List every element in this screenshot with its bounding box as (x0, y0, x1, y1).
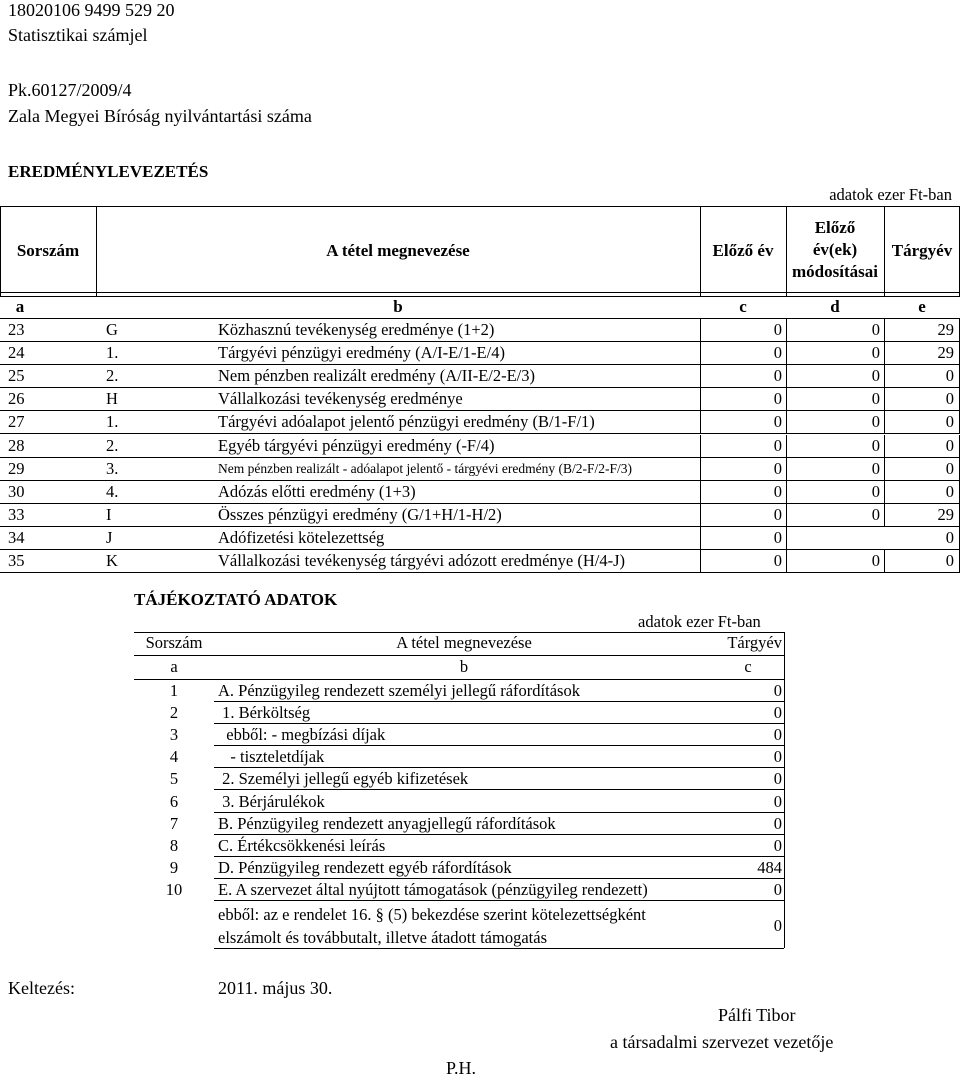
row-value-modositas: 0 (871, 435, 880, 455)
letter-e: e (918, 297, 926, 316)
info-letter-a: a (170, 657, 178, 676)
row-value-targyev: 0 (945, 366, 954, 386)
row-code: 3. (106, 458, 119, 478)
row-value-elozo-ev: 0 (773, 343, 782, 363)
row-value-elozo-ev: 0 (773, 481, 782, 501)
row-label: Közhasznú tevékenység eredménye (1+2) (218, 320, 495, 339)
info-column-targyev: Tárgyév (727, 633, 782, 652)
unit-label: adatok ezer Ft-ban (829, 185, 952, 204)
row-code: I (106, 504, 112, 524)
info-row-value: 0 (773, 681, 782, 700)
row-value-modositas: 0 (871, 551, 880, 570)
info-row-number: 2 (169, 703, 179, 723)
row-value-targyev: 0 (945, 412, 954, 432)
row-label: Vállalkozási tevékenység eredménye (218, 389, 463, 409)
info-last-value: 0 (773, 916, 782, 935)
row-code: K (106, 551, 118, 570)
info-row-label: E. A szervezet által nyújtott támogatások (pénzügyileg rendezett) (218, 879, 648, 899)
row-label: Tárgyévi adóalapot jelentő pénzügyi eredmény (B/1-F/1) (218, 412, 595, 432)
row-number: 28 (8, 435, 25, 455)
info-row-value: 0 (773, 879, 782, 899)
info-row-number: 6 (169, 791, 179, 811)
column-header-tetel: A tétel megnevezése (326, 241, 470, 260)
court-registration-number: Pk.60127/2009/4 (8, 80, 132, 100)
row-number: 25 (8, 366, 25, 386)
letter-c: c (739, 297, 747, 316)
row-number: 26 (8, 389, 25, 409)
info-row-label: - tiszteletdíjak (218, 747, 325, 767)
signer-name: Pálfi Tibor (718, 1005, 796, 1025)
row-value-targyev: 0 (945, 435, 954, 455)
info-letter-c: c (744, 657, 752, 676)
row-value-modositas: 0 (871, 458, 880, 478)
page-title: EREDMÉNYLEVEZETÉS (8, 162, 209, 181)
row-value-elozo-ev: 0 (773, 458, 782, 478)
info-row-value: 0 (773, 703, 782, 723)
row-value-targyev: 29 (937, 504, 954, 524)
row-code: 2. (106, 366, 119, 386)
info-row-value: 0 (773, 813, 782, 833)
row-label: Nem pénzben realizált - adóalapot jelentő - tárgyévi eredmény (B/2-F/2-F/3) (218, 460, 632, 476)
row-value-elozo-ev: 0 (773, 412, 782, 432)
info-row-label: C. Értékcsökkenési leírás (218, 835, 386, 855)
column-header-modositas-1: Előző (814, 218, 856, 237)
row-value-targyev: 29 (937, 343, 954, 363)
info-last-label-1: ebből: az e rendelet 16. § (5) bekezdése szerint kötelezettségként (218, 905, 646, 924)
column-header-elozo-ev: Előző év (712, 241, 774, 260)
row-label: Adófizetési kötelezettség (218, 527, 385, 547)
info-row-number: 10 (165, 879, 183, 899)
row-value-modositas: 0 (871, 320, 880, 339)
info-row-label: A. Pénzügyileg rendezett személyi jellegű ráfordítások (218, 681, 580, 700)
info-row-value: 0 (773, 725, 782, 745)
row-value-elozo-ev: 0 (773, 504, 782, 524)
row-value-modositas: 0 (871, 504, 880, 524)
row-label: Adózás előtti eredmény (1+3) (218, 481, 416, 501)
row-number: 35 (8, 551, 25, 570)
row-value-targyev: 0 (945, 551, 954, 570)
letter-b: b (393, 297, 403, 316)
column-header-modositas-2: év(ek) (812, 240, 858, 259)
row-value-targyev: 0 (945, 527, 954, 547)
info-row-label: D. Pénzügyileg rendezett egyéb ráfordítások (218, 857, 512, 877)
row-value-elozo-ev: 0 (773, 527, 782, 547)
signer-role: a társadalmi szervezet vezetője (610, 1032, 834, 1052)
row-value-modositas: 0 (871, 412, 880, 432)
info-row-label: 1. Bérköltség (218, 703, 311, 723)
info-row-number: 5 (169, 769, 179, 789)
row-value-modositas: 0 (871, 389, 880, 409)
date-label: Keltezés: (8, 978, 75, 998)
row-label: Tárgyévi pénzügyi eredmény (A/I-E/1-E/4) (218, 343, 505, 363)
row-number: 30 (8, 481, 25, 501)
row-value-targyev: 29 (937, 320, 954, 339)
column-header-modositas-3: módosításai (792, 262, 878, 281)
info-column-sorszam: Sorszám (145, 633, 203, 652)
row-value-elozo-ev: 0 (773, 389, 782, 409)
info-row-value: 0 (773, 769, 782, 789)
row-number: 34 (8, 527, 25, 547)
info-row-value: 0 (773, 747, 782, 767)
row-code: 2. (106, 435, 119, 455)
row-value-elozo-ev: 0 (773, 435, 782, 455)
info-row-number: 8 (169, 835, 179, 855)
row-label: Egyéb tárgyévi pénzügyi eredmény (-F/4) (218, 435, 495, 455)
row-code: J (106, 527, 113, 547)
row-code: G (106, 320, 118, 339)
row-value-modositas: 0 (871, 366, 880, 386)
row-number: 29 (8, 458, 25, 478)
row-code: 1. (106, 412, 119, 432)
row-label: Vállalkozási tevékenység tárgyévi adózott eredménye (H/4-J) (218, 551, 625, 570)
info-row-number: 1 (169, 681, 179, 700)
info-row-number: 4 (169, 747, 179, 767)
row-label: Nem pénzben realizált eredmény (A/II-E/2-E/3) (218, 366, 536, 386)
row-number: 27 (8, 412, 25, 432)
info-letter-b: b (459, 657, 469, 676)
statistical-number-label: Statisztikai számjel (8, 25, 148, 45)
info-unit-label: adatok ezer Ft-ban (638, 612, 761, 631)
info-row-number: 3 (169, 725, 179, 745)
seal-placeholder: P.H. (446, 1058, 477, 1078)
row-code: 1. (106, 343, 119, 363)
date-value: 2011. május 30. (218, 978, 333, 998)
column-header-sorszam: Sorszám (16, 241, 80, 260)
row-code: 4. (106, 481, 119, 501)
info-row-label: ebből: - megbízási díjak (218, 725, 386, 745)
row-value-modositas: 0 (871, 343, 880, 363)
info-row-value: 484 (757, 857, 782, 877)
row-value-elozo-ev: 0 (773, 551, 782, 570)
row-value-targyev: 0 (945, 458, 954, 478)
info-row-value: 0 (773, 791, 782, 811)
column-header-targyev: Tárgyév (891, 241, 953, 260)
info-row-value: 0 (773, 835, 782, 855)
row-code: H (106, 389, 118, 409)
row-value-targyev: 0 (945, 481, 954, 501)
info-column-tetel: A tétel megnevezése (396, 633, 532, 652)
row-label: Összes pénzügyi eredmény (G/1+H/1-H/2) (218, 504, 502, 524)
court-registration-label: Zala Megyei Bíróság nyilvántartási száma (8, 106, 312, 126)
info-row-number: 9 (169, 857, 179, 877)
row-number: 23 (8, 320, 25, 339)
row-value-elozo-ev: 0 (773, 366, 782, 386)
info-last-label-2: elszámolt és továbbutalt, illetve átadott támogatás (218, 928, 547, 947)
info-row-label: 2. Személyi jellegű egyéb kifizetések (218, 769, 469, 789)
letter-a: a (15, 297, 25, 316)
letter-d: d (830, 297, 840, 316)
info-row-label: 3. Bérjárulékok (218, 791, 325, 811)
row-value-elozo-ev: 0 (773, 320, 782, 339)
info-title: TÁJÉKOZTATÓ ADATOK (134, 590, 338, 609)
statistical-number: 18020106 9499 529 20 (8, 0, 175, 20)
info-row-number: 7 (169, 813, 179, 833)
info-row-label: B. Pénzügyileg rendezett anyagjellegű ráfordítások (218, 813, 556, 833)
row-number: 33 (8, 504, 25, 524)
row-number: 24 (8, 343, 25, 363)
row-value-modositas: 0 (871, 481, 880, 501)
row-value-targyev: 0 (945, 389, 954, 409)
